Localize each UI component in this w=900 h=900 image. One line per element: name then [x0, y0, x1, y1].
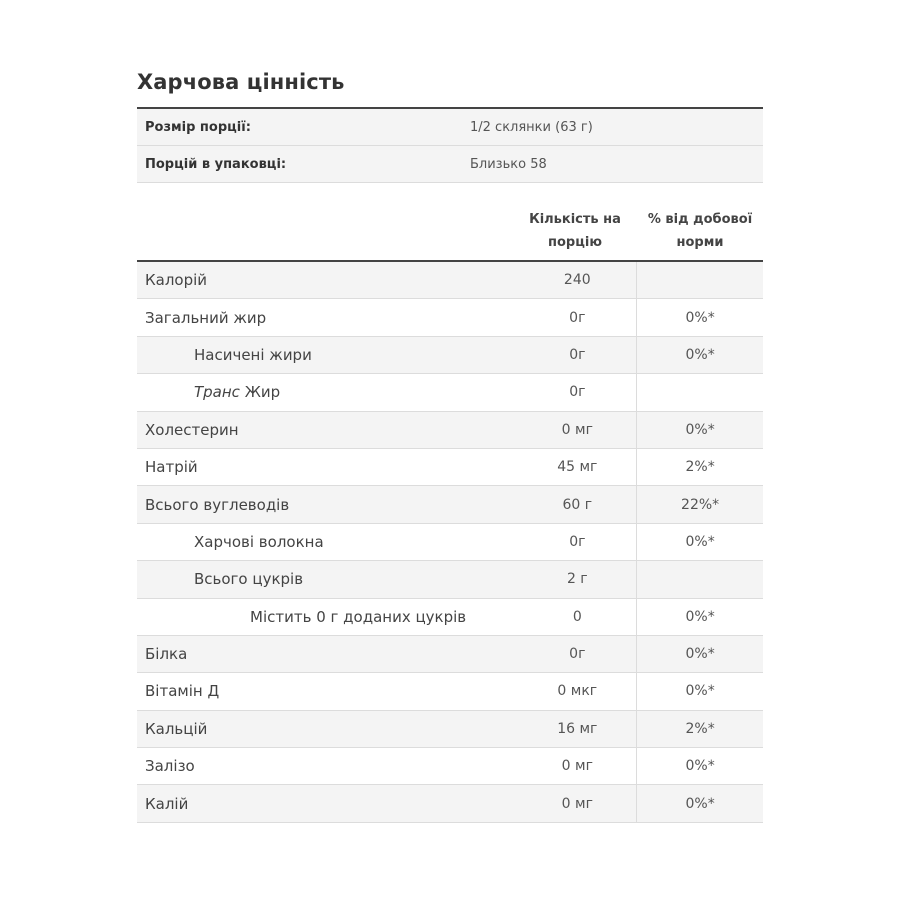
- nutrient-daily-value: 0%*: [636, 636, 763, 672]
- servings-per-container-row: [137, 146, 763, 183]
- nutrient-name: [137, 383, 518, 401]
- dv-header-line2: норми: [676, 235, 724, 250]
- amount-header-line1: Кількість на: [529, 212, 621, 227]
- nutrient-amount: 0 мг: [561, 795, 593, 812]
- serving-size-row: [137, 109, 763, 146]
- serving-size-label: Розмір порції:: [145, 119, 251, 135]
- nutrient-daily-value: 2%*: [636, 711, 763, 747]
- serving-info: [137, 107, 763, 183]
- servings-per-container-value: Близько 58: [470, 156, 547, 172]
- nutrient-amount: 0 мг: [561, 421, 593, 438]
- nutrient-daily-value: [636, 561, 763, 597]
- table-row: [137, 337, 763, 374]
- nutrient-name: Білка: [145, 645, 188, 664]
- table-row: [137, 748, 763, 785]
- servings-per-container-label: Порцій в упаковці:: [145, 156, 287, 172]
- nutrient-name: Всього вуглеводів: [145, 495, 290, 514]
- daily-value-column-header: [637, 208, 763, 254]
- nutrient-daily-value: 0%*: [636, 524, 763, 560]
- nutrient-daily-value: 0%*: [636, 599, 763, 635]
- nutrient-amount: 0г: [569, 309, 586, 326]
- table-row: [137, 636, 763, 673]
- amount-column-header: [519, 208, 631, 254]
- nutrient-amount: 0г: [569, 346, 586, 363]
- nutrient-amount: 0 мг: [561, 758, 593, 775]
- nutrient-name: Залізо: [145, 757, 195, 776]
- nutrient-amount: 0: [572, 608, 582, 625]
- nutrient-daily-value: 2%*: [636, 449, 763, 485]
- nutrient-amount: 0г: [569, 533, 586, 550]
- nutrient-amount: 0г: [569, 384, 586, 401]
- nutrient-name: Натрій: [145, 458, 198, 477]
- nutrient-name: Всього цукрів: [194, 570, 304, 589]
- nutrient-table: [137, 260, 763, 823]
- serving-size-value: 1/2 склянки (63 г): [470, 119, 593, 135]
- nutrient-amount: 240: [563, 272, 591, 289]
- nutrient-daily-value: 0%*: [636, 785, 763, 821]
- table-row: [137, 561, 763, 598]
- nutrient-name: Насичені жири: [194, 345, 312, 364]
- nutrient-daily-value: 0%*: [636, 412, 763, 448]
- nutrient-name-italic: Транс: [194, 383, 240, 402]
- nutrient-name: Калій: [145, 794, 189, 813]
- nutrient-daily-value: 22%*: [636, 486, 763, 522]
- nutrient-amount: 16 мг: [557, 720, 598, 737]
- table-row: [137, 524, 763, 561]
- nutrient-name: Холестерин: [145, 420, 239, 439]
- nutrient-amount: 0 мкг: [557, 683, 598, 700]
- dv-header-line1: % від добової: [647, 212, 753, 227]
- nutrient-name: Містить 0 г доданих цукрів: [250, 607, 467, 626]
- table-row: [137, 673, 763, 710]
- nutrient-name: Калорій: [145, 271, 208, 290]
- nutrient-amount: 45 мг: [557, 459, 598, 476]
- nutrient-name: Вітамін Д: [145, 682, 220, 701]
- table-row: [137, 374, 763, 411]
- nutrient-daily-value: [636, 262, 763, 298]
- nutrient-name: Кальцій: [145, 719, 208, 738]
- amount-header-line2: порцію: [548, 235, 602, 250]
- table-row: [137, 262, 763, 299]
- table-header: [137, 204, 763, 260]
- table-row: [137, 711, 763, 748]
- table-row: [137, 449, 763, 486]
- nutrient-daily-value: [636, 374, 763, 410]
- nutrient-name: Загальний жир: [145, 308, 267, 327]
- table-row: [137, 412, 763, 449]
- nutrient-daily-value: 0%*: [636, 748, 763, 784]
- nutrient-daily-value: 0%*: [636, 299, 763, 335]
- table-row: [137, 486, 763, 523]
- page-title: Харчова цінність: [137, 70, 345, 94]
- nutrient-name: Харчові волокна: [194, 532, 324, 551]
- table-row: [137, 299, 763, 336]
- table-row: [137, 785, 763, 822]
- nutrient-daily-value: 0%*: [636, 337, 763, 373]
- nutrient-name-rest: Жир: [239, 383, 281, 402]
- nutrient-amount: 0г: [569, 646, 586, 663]
- table-row: [137, 599, 763, 636]
- nutrient-amount: 2 г: [566, 571, 588, 588]
- nutrient-amount: 60 г: [562, 496, 593, 513]
- nutrient-daily-value: 0%*: [636, 673, 763, 709]
